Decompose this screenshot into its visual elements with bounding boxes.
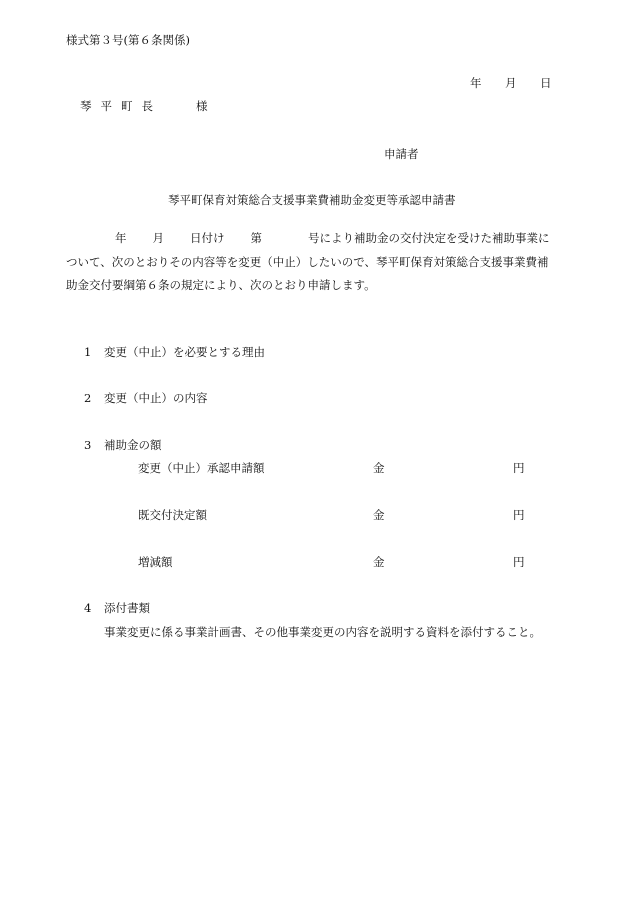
item-4-label: 添付書類	[104, 601, 150, 615]
amount-decided-yen: 円	[513, 508, 525, 522]
date-month-label: 月	[505, 76, 517, 90]
body-paragraph	[66, 227, 566, 298]
body-line1-tail: 号により補助金の交付決定を受けた補助事業に	[308, 231, 550, 245]
body-line-3: 助金交付要綱第６条の規定により、次のとおり申請します。	[66, 278, 376, 292]
amount-change-label: 増減額	[138, 555, 173, 569]
addressee: 琴平町長	[80, 99, 162, 113]
amount-requested-label: 変更（中止）承認申請額	[138, 461, 265, 475]
body-dated: 日付け	[190, 231, 225, 245]
item-3-number: 3	[84, 438, 92, 452]
form-number: 様式第３号(第６条関係)	[66, 33, 190, 47]
document-title: 琴平町保育対策総合支援事業費補助金変更等承認申請書	[168, 193, 456, 207]
amount-decided-label: 既交付決定額	[138, 508, 207, 522]
item-3-label: 補助金の額	[104, 438, 162, 452]
item-2-number: 2	[84, 391, 92, 405]
amount-change-yen: 円	[513, 555, 525, 569]
amount-requested-kin: 金	[373, 461, 385, 475]
applicant-label: 申請者	[384, 147, 419, 161]
item-2-label: 変更（中止）の内容	[104, 391, 208, 405]
body-line-1	[66, 227, 566, 251]
body-dai: 第	[250, 231, 262, 245]
honorific: 様	[196, 99, 208, 113]
date-year-label: 年	[470, 76, 482, 90]
body-month: 月	[152, 231, 164, 245]
body-line-2: ついて、次のとおりその内容等を変更（中止）したいので、琴平町保育対策総合支援事業費補	[66, 254, 549, 269]
amount-requested-yen: 円	[513, 461, 525, 475]
body-year: 年	[115, 231, 127, 245]
date-day-label: 日	[540, 76, 552, 90]
item-1-label: 変更（中止）を必要とする理由	[104, 345, 265, 359]
item-1-number: 1	[84, 345, 92, 359]
amount-decided-kin: 金	[373, 508, 385, 522]
attachment-description: 事業変更に係る事業計画書、その他事業変更の内容を説明する資料を添付すること。	[104, 625, 541, 639]
amount-change-kin: 金	[373, 555, 385, 569]
item-4-number: 4	[84, 601, 92, 615]
